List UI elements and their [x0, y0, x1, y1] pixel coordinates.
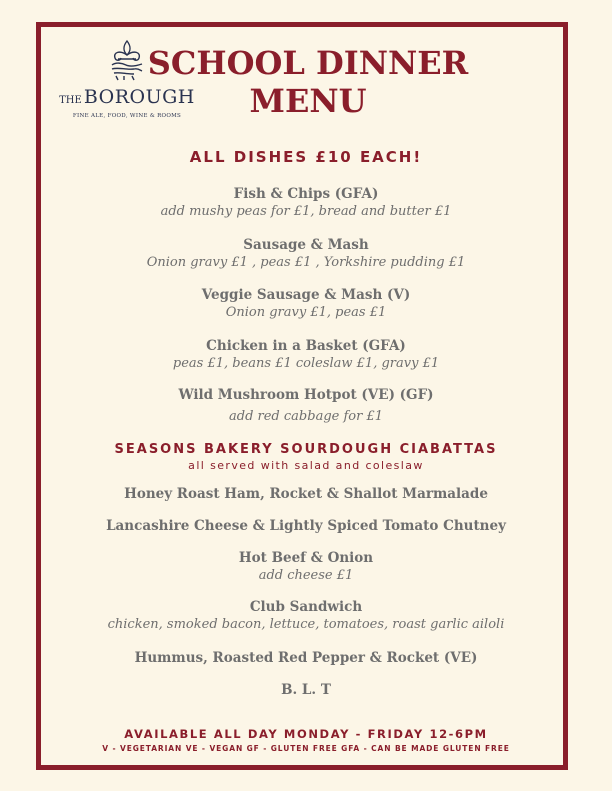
logo-tagline: FINE ALE, FOOD, WINE & ROOMS — [72, 113, 182, 119]
availability-note: AVAILABLE ALL DAY MONDAY - FRIDAY 12-6PM — [124, 727, 488, 741]
dish-item — [0, 286, 612, 322]
ciabatta-name: Honey Roast Ham, Rocket & Shallot Marmalade — [124, 486, 488, 502]
dish-name: Chicken in a Basket (GFA) — [206, 338, 406, 354]
ciabatta-subheading: all served with salad and coleslaw — [188, 459, 424, 472]
ciabatta-heading: SEASONS BAKERY SOURDOUGH CIABATTAS — [114, 442, 498, 457]
title-line-1: SCHOOL DINNER — [147, 44, 469, 82]
dish-item — [0, 386, 612, 426]
ciabatta-item — [0, 549, 612, 585]
ciabatta-desc: chicken, smoked bacon, lettuce, tomatoes, roast garlic ailoli — [107, 617, 505, 632]
ciabatta-item — [0, 649, 612, 667]
dietary-key: V - VEGETARIAN VE - VEGAN GF - GLUTEN FREE GFA - CAN BE MADE GLUTEN FREE — [102, 744, 510, 753]
dish-desc: add mushy peas for £1, bread and butter £1 — [160, 204, 452, 219]
dish-desc: add red cabbage for £1 — [229, 409, 383, 424]
title-line-2: MENU — [249, 82, 367, 120]
menu-title — [138, 44, 478, 120]
ciabatta-item — [0, 485, 612, 503]
dish-desc: Onion gravy £1 , peas £1 , Yorkshire pudding £1 — [146, 255, 466, 270]
ciabatta-name: B. L. T — [281, 682, 331, 698]
ciabatta-name: Club Sandwich — [249, 599, 363, 615]
price-heading: ALL DISHES £10 EACH! — [189, 148, 423, 166]
ciabatta-name: Hot Beef & Onion — [238, 550, 374, 566]
ciabatta-name: Hummus, Roasted Red Pepper & Rocket (VE) — [134, 650, 478, 666]
ciabatta-item — [0, 681, 612, 699]
dish-desc: peas £1, beans £1 coleslaw £1, gravy £1 — [172, 356, 440, 371]
logo-name: BOROUGH — [83, 86, 195, 108]
dish-item — [0, 337, 612, 373]
ciabatta-desc: add cheese £1 — [258, 568, 354, 583]
dish-name: Wild Mushroom Hotpot (VE) (GF) — [178, 387, 434, 403]
dish-name: Fish & Chips (GFA) — [233, 186, 379, 202]
ciabatta-item — [0, 517, 612, 535]
dish-item — [0, 185, 612, 221]
ciabatta-item — [0, 598, 612, 634]
dish-desc: Onion gravy £1, peas £1 — [225, 305, 387, 320]
ciabatta-name: Lancashire Cheese & Lightly Spiced Tomato Chutney — [106, 518, 506, 534]
dish-name: Veggie Sausage & Mash (V) — [201, 287, 411, 303]
dish-name: Sausage & Mash — [243, 237, 369, 253]
logo-the: THE — [59, 95, 82, 106]
dish-item — [0, 236, 612, 272]
